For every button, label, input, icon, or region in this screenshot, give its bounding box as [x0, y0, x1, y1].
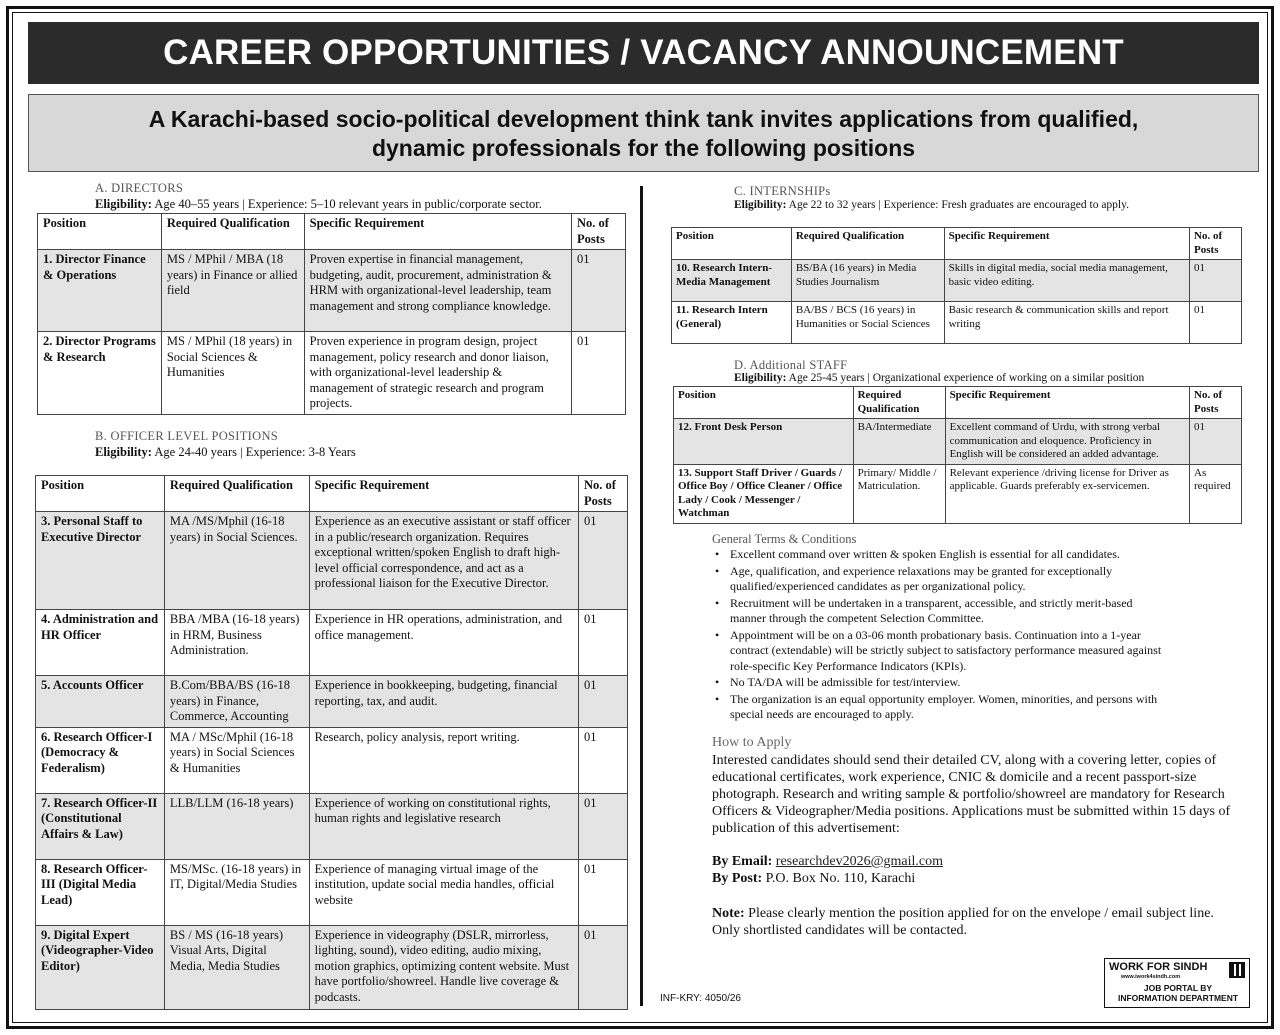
table-header-row [674, 387, 1242, 419]
qualification-cell: MA /MS/Mphil (16-18 years) in Social Sciences. [164, 512, 309, 610]
header-requirement: Specific Requirement [309, 476, 578, 512]
requirement-cell: Experience in bookkeeping, budgeting, financial reporting, tax, and audit. [309, 676, 578, 728]
header-qualification: Required Qualification [164, 476, 309, 512]
requirement-cell: Relevant experience /driving license for Driver as applicable. Guards preferably ex-servicemen. [945, 464, 1189, 523]
eligibility-staff: Eligibility: Age 25-45 years | Organizational experience of working on a similar position [734, 372, 1145, 384]
terms-heading: General Terms & Conditions [712, 532, 857, 546]
section-heading-staff: D. Additional STAFF [734, 358, 848, 372]
posts-cell: 01 [579, 925, 628, 1009]
qualification-cell: BS / MS (16-18 years) Visual Arts, Digital Media, Media Studies [164, 925, 309, 1009]
qualification-cell: BBA /MBA (16-18 years) in HRM, Business Administration. [164, 610, 309, 676]
note: Note: Please clearly mention the position applied for on the envelope / email subject line. Only shortlisted candidates will be contacted. [712, 906, 1214, 938]
position-cell: 2. Director Programs & Research [38, 332, 162, 415]
table-row [36, 676, 628, 728]
list-item: • Age, qualification, and experience relaxations may be granted for exceptionally qualified/experienced candidates as per organizational policy. [712, 564, 1162, 595]
position-cell: 3. Personal Staff to Executive Director [36, 512, 165, 610]
posts-cell: 01 [572, 250, 626, 332]
qualification-cell: Primary/ Middle / Matriculation. [853, 464, 945, 523]
list-item: • No TA/DA will be admissible for test/interview. [712, 675, 1162, 691]
table-row [672, 260, 1242, 302]
intro-banner [28, 94, 1259, 172]
staff-table [673, 386, 1242, 524]
eligibility-officers: Eligibility: Age 24-40 years | Experience: 3-8 Years [95, 445, 356, 459]
posts-cell: 01 [579, 727, 628, 793]
table-row [674, 419, 1242, 465]
section-heading-officers: B. OFFICER LEVEL POSITIONS [95, 429, 279, 443]
position-cell: 11. Research Intern (General) [672, 302, 792, 344]
reference-number: INF-KRY: 4050/26 [660, 993, 741, 1004]
header-requirement: Specific Requirement [304, 214, 571, 250]
table-header-row [38, 214, 626, 250]
page-title: CAREER OPPORTUNITIES / VACANCY ANNOUNCEMENT [28, 22, 1259, 84]
header-position: Position [672, 228, 792, 260]
position-cell: 6. Research Officer-I (Democracy & Federalism) [36, 727, 165, 793]
table-row [36, 512, 628, 610]
position-cell: 13. Support Staff Driver / Guards / Office Boy / Office Cleaner / Office Lady / Cook / Messenger / Watchman [674, 464, 854, 523]
directors-table [37, 213, 626, 415]
qualification-cell: BS/BA (16 years) in Media Studies Journalism [791, 260, 944, 302]
qualification-cell: BA/BS / BCS (16 years) in Humanities or Social Sciences [791, 302, 944, 344]
eligibility-internships: Eligibility: Age 22 to 32 years | Experience: Fresh graduates are encouraged to apply. [734, 199, 1130, 211]
header-requirement: Specific Requirement [944, 228, 1189, 260]
header-qualification: Required Qualification [161, 214, 304, 250]
posts-cell: 01 [1190, 260, 1242, 302]
email-line: By Email: researchdev2026@gmail.com [712, 854, 944, 869]
section-heading-internships: C. INTERNSHIPs [734, 184, 831, 198]
list-item: • The organization is an equal opportunity employer. Women, minorities, and persons with special needs are encouraged to apply. [712, 692, 1162, 723]
requirement-cell: Experience in HR operations, administration, and office management. [309, 610, 578, 676]
table-row [36, 859, 628, 925]
position-cell: 1. Director Finance & Operations [38, 250, 162, 332]
posts-cell: 01 [579, 512, 628, 610]
requirement-cell: Excellent command of Urdu, with strong verbal communication and eloquence. Proficiency in English will be considered an added advantage. [945, 419, 1189, 465]
work-for-sindh-logo: WORK FOR SINDH www.iwork4sindh.com JOB PORTAL BY INFORMATION DEPARTMENT [1104, 958, 1250, 1008]
header-requirement: Specific Requirement [945, 387, 1189, 419]
table-row [38, 250, 626, 332]
internships-table [671, 227, 1242, 344]
requirement-cell: Experience of working on constitutional rights, human rights and legislative research [309, 793, 578, 859]
position-cell: 12. Front Desk Person [674, 419, 854, 465]
column-divider [640, 186, 643, 1006]
table-header-row [36, 476, 628, 512]
position-cell: 8. Research Officer-III (Digital Media Lead) [36, 859, 165, 925]
requirement-cell: Research, policy analysis, report writing. [309, 727, 578, 793]
posts-cell: 01 [579, 610, 628, 676]
requirement-cell: Skills in digital media, social media management, basic video editing. [944, 260, 1189, 302]
qualification-cell: MS / MPhil / MBA (18 years) in Finance or allied field [161, 250, 304, 332]
table-row [36, 727, 628, 793]
eligibility-directors: Eligibility: Age 40–55 years | Experience: 5–10 relevant years in public/corporate sector. [95, 197, 542, 211]
posts-cell: 01 [579, 859, 628, 925]
header-position: Position [674, 387, 854, 419]
qualification-cell: BA/Intermediate [853, 419, 945, 465]
intro-line-2: dynamic professionals for the following positions [371, 135, 916, 161]
table-header-row [672, 228, 1242, 260]
email-link[interactable]: researchdev2026@gmail.com [775, 854, 944, 869]
header-posts: No. of Posts [1190, 228, 1242, 260]
requirement-cell: Experience of managing virtual image of the institution, update social media handles, official website [309, 859, 578, 925]
terms-list [712, 547, 1162, 724]
qualification-cell: MA / MSc/Mphil (16-18 years) in Social Sciences & Humanities [164, 727, 309, 793]
requirement-cell: Proven expertise in financial management, budgeting, audit, procurement, administration & HRM with organizational-level leadership, team management and strong compliance knowledge. [304, 250, 571, 332]
position-cell: 9. Digital Expert (Videographer-Video Editor) [36, 925, 165, 1009]
officers-table [35, 475, 628, 1010]
header-posts: No. of Posts [572, 214, 626, 250]
requirement-cell: Basic research & communication skills and report writing [944, 302, 1189, 344]
list-item: • Recruitment will be undertaken in a transparent, accessible, and strictly merit-based manner through the competent Selection Committee. [712, 596, 1162, 627]
table-row [38, 332, 626, 415]
table-row [36, 925, 628, 1009]
header-posts: No. of Posts [1190, 387, 1242, 419]
header-position: Position [38, 214, 162, 250]
qualification-cell: B.Com/BBA/BS (16-18 years) in Finance, Commerce, Accounting [164, 676, 309, 728]
requirement-cell: Experience as an executive assistant or staff officer in a public/research organization. Requires exceptional written/spoken English to draft high-level official correspondence, and act as a professional liaison for the Executive Director. [309, 512, 578, 610]
header-qualification: Required Qualification [853, 387, 945, 419]
table-row [672, 302, 1242, 344]
apply-heading: How to Apply [712, 735, 792, 750]
posts-cell: 01 [572, 332, 626, 415]
table-row [674, 464, 1242, 523]
section-heading-directors: A. DIRECTORS [95, 181, 184, 195]
header-position: Position [36, 476, 165, 512]
list-item: • Appointment will be on a 03-06 month probationary basis. Continuation into a 1-year contract (extendable) will be strictly subject to satisfactory performance measured against role-specific Key Performance Indicators (KPIs). [712, 628, 1162, 675]
requirement-cell: Proven experience in program design, project management, policy research and donor liaison, with organizational-level leadership & management of strategic research and program projects. [304, 332, 571, 415]
list-item: • Excellent command over written & spoken English is essential for all candidates. [712, 547, 1162, 563]
apply-text: Interested candidates should send their detailed CV, along with a covering letter, copies of educational certificates, work experience, CNIC & domicile and a recent passport-size photograph. Research and writing sample & portfolio/showreel are mandatory for Research Officers & Videographer/Media positions. Applications must be submitted within 15 days of publication of this advertisement: [712, 753, 1231, 836]
position-cell: 7. Research Officer-II (Constitutional Affairs & Law) [36, 793, 165, 859]
qualification-cell: LLB/LLM (16-18 years) [164, 793, 309, 859]
table-row [36, 793, 628, 859]
position-cell: 4. Administration and HR Officer [36, 610, 165, 676]
header-posts: No. of Posts [579, 476, 628, 512]
posts-cell: 01 [1190, 302, 1242, 344]
intro-line-1: A Karachi-based socio-political development think tank invites applications from qualified, [148, 106, 1139, 132]
posts-cell: 01 [579, 793, 628, 859]
qualification-cell: MS/MSc. (16-18 years) in IT, Digital/Media Studies [164, 859, 309, 925]
posts-cell: As required [1190, 464, 1242, 523]
position-cell: 10. Research Intern- Media Management [672, 260, 792, 302]
requirement-cell: Experience in videography (DSLR, mirrorless, lighting, sound), video editing, audio mixing, motion graphics, optimizing content website. Must have portfolio/showreel. Handle live coverage & podcasts. [309, 925, 578, 1009]
qr-code-icon [1229, 962, 1245, 978]
table-row [36, 610, 628, 676]
post-line: By Post: P.O. Box No. 110, Karachi [712, 871, 916, 886]
header-qualification: Required Qualification [791, 228, 944, 260]
position-cell: 5. Accounts Officer [36, 676, 165, 728]
posts-cell: 01 [579, 676, 628, 728]
qualification-cell: MS / MPhil (18 years) in Social Sciences & Humanities [161, 332, 304, 415]
posts-cell: 01 [1190, 419, 1242, 465]
